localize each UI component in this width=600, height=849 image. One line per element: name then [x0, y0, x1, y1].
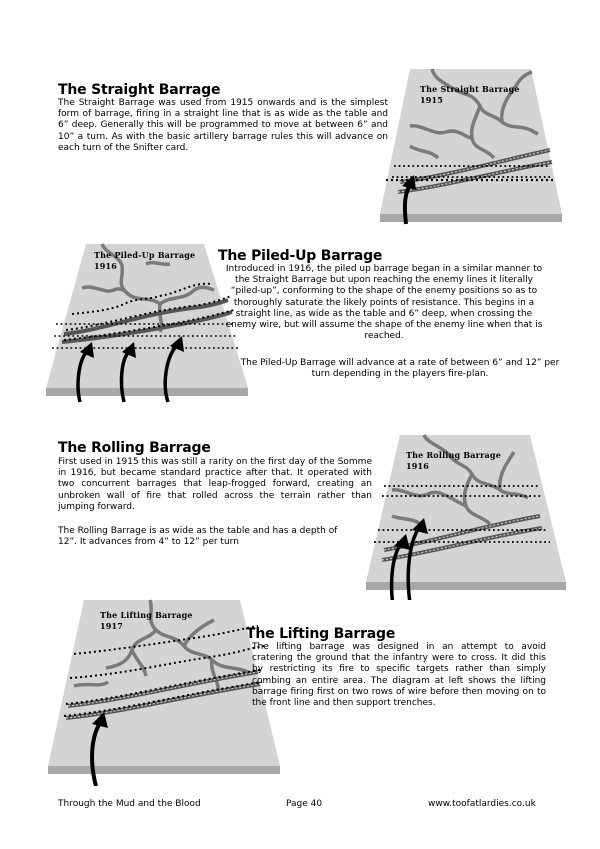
map-label-piled-up: The Piled-Up Barrage 1916 [94, 250, 196, 271]
section-title-lifting-barrage: The Lifting Barrage [246, 626, 396, 642]
page-number: Page 40 [286, 799, 323, 809]
piled-up-barrage-text: Introduced in 1916, the piled up barrage began in a similar manner to the Straight Barrage but upon reaching the enemy lines it literally “piled-up”, conforming to the shape of the enemy positions so as to thoroughly saturate the likely points of resistance. This begins in a straight line, as wide as the table and 6” deep, when crossing the enemy wire, but will assume the shape of the enemy line when that is reached. [225, 264, 543, 342]
section-title-straight-barrage: The Straight Barrage [58, 82, 221, 98]
map-label-lifting: The Lifting Barrage 1917 [100, 610, 193, 631]
rolling-barrage-depth-text: The Rolling Barrage is as wide as the table and has a depth of 12”. It advances from 4” to 12” per turn [58, 526, 338, 548]
section-title-rolling-barrage: The Rolling Barrage [58, 440, 211, 456]
map-label-rolling: The Rolling Barrage 1916 [406, 450, 501, 471]
section-title-piled-up-barrage: The Piled-Up Barrage [218, 248, 383, 264]
footer-title: Through the Mud and the Blood [58, 799, 201, 809]
rolling-barrage-diagram [362, 430, 572, 600]
straight-barrage-diagram [376, 66, 576, 226]
rolling-barrage-text: First used in 1915 this was still a rarity on the first day of the Somme in 1916, but became standard practice after that. It operated with two concurrent barrages that leap-frogged forward, creating an unbroken wall of fire that rolled across the terrain rather than jumping forward. [58, 457, 372, 512]
map-label-straight: The Straight Barrage 1915 [420, 84, 520, 105]
lifting-barrage-text: The lifting barrage was designed in an attempt to avoid cratering the ground that the infantry were to cross. It did this by restricting its fire to specific targets rather than simply combing an entire area. The diagram at left shows the lifting barrage firing first on two rows of wire before then moving on to the front line and then support trenches. [252, 642, 546, 709]
lifting-barrage-diagram [44, 596, 284, 786]
footer-url: www.toofatlardies.co.uk [428, 799, 536, 809]
straight-barrage-text: The Straight Barrage was used from 1915 onwards and is the simplest form of barrage, firing in a straight line that is as wide as the table and 6” deep. Generally this will be programmed to move at between 6” and 10” a turn. As with the basic artillery barrage rules this will advance on each turn of the Snifter card. [58, 98, 388, 153]
piled-up-barrage-rate-text: The Piled-Up Barrage will advance at a rate of between 6” and 12” per turn depending in the players fire-plan. [240, 358, 560, 380]
